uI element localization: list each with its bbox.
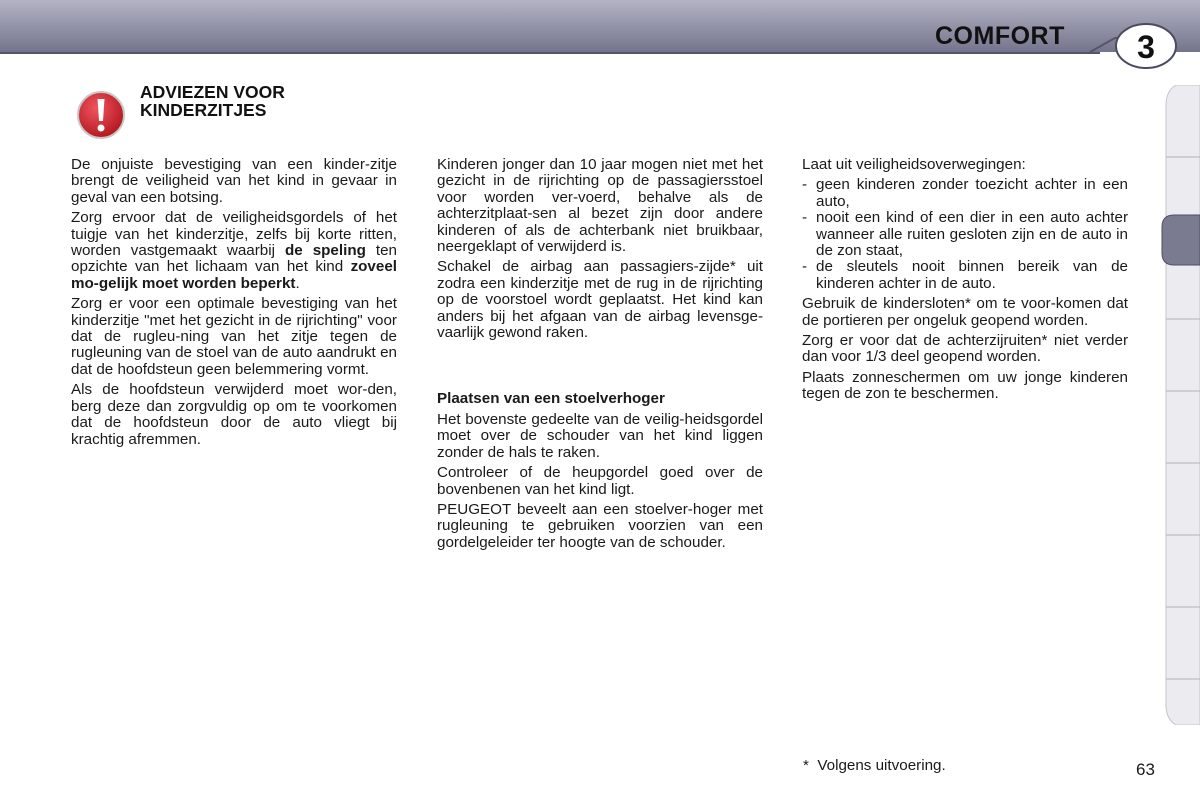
sub-heading: Plaatsen van een stoelverhoger xyxy=(437,390,665,408)
section-title: COMFORT xyxy=(935,22,1065,50)
page-number: 63 xyxy=(1136,760,1155,779)
list-item: - de sleutels nooit binnen bereik van de kinderen achter in de auto. xyxy=(802,259,1128,292)
paragraph: Het bovenste gedeelte van de veilig-heidsgordel moet over de schouder van het kind liggen zonder de hals te raken. xyxy=(437,410,763,461)
list-item: - nooit een kind of een dier in een auto achter wanneer alle ruiten gesloten zijn en de auto in de zon staat, xyxy=(802,210,1128,259)
paragraph: De onjuiste bevestiging van een kinder-zitje brengt de veiligheid van het kind in gevaar in geval van een botsing. xyxy=(71,156,397,206)
paragraph: PEUGEOT beveelt aan een stoelver-hoger met rugleuning te gebruiken voorzien van een gordelgeleider ter hoogte van de schouder. xyxy=(437,500,763,551)
paragraph: Plaats zonneschermen om uw jonge kinderen tegen de zon te beschermen. xyxy=(802,368,1128,403)
exclamation-circle-icon xyxy=(76,90,126,140)
dash-list xyxy=(802,177,1128,292)
bold-text: zoveel mo-gelijk moet worden beperkt xyxy=(71,258,397,292)
chapter-tabs xyxy=(1158,85,1200,725)
list-item: - geen kinderen zonder toezicht achter in een auto, xyxy=(802,177,1128,210)
text: ten opzichte van het lichaam van het kind xyxy=(71,242,397,276)
text: Zorg ervoor dat de veiligheidsgordels of het tuigje van het kinderzitje, zelfs bij korte ritten, worden vastgemaakt waarbij xyxy=(71,209,397,260)
text: . xyxy=(295,274,300,292)
paragraph: Controleer of de heupgordel goed over de bovenbenen van het kind ligt. xyxy=(437,464,763,498)
column-3 xyxy=(802,157,1128,407)
footnote: * Volgens uitvoering. xyxy=(803,757,946,774)
column-1 xyxy=(71,157,397,452)
paragraph xyxy=(71,210,397,292)
column-2 xyxy=(437,157,763,555)
heading-line-2: KINDERZITJES xyxy=(140,100,267,120)
paragraph: Gebruik de kindersloten* om te voor-komen dat de portieren per ongeluk geopend worden. xyxy=(802,295,1128,329)
page-header xyxy=(0,0,1200,70)
chapter-number: 3 xyxy=(1137,29,1155,65)
heading-line-1: ADVIEZEN VOOR xyxy=(140,82,285,102)
paragraph: Laat uit veiligheidsoverwegingen: xyxy=(802,156,1026,173)
bold-text: de speling xyxy=(285,242,366,260)
paragraph: Schakel de airbag aan passagiers-zijde* uit zodra een kinderzitje met de rug in de rijrichting op de voorstoel wordt geplaatst. Het kind kan anders bij het afgaan van de airbag levensge-vaarlijk gewond raken. xyxy=(437,258,763,342)
paragraph: Als de hoofdsteun verwijderd moet wor-den, berg deze dan zorgvuldig op om te voorkomen dat de hoofdsteun door de auto vliegt bij krachtig afremmen. xyxy=(71,381,397,448)
paragraph: Zorg er voor een optimale bevestiging van het kinderzitje "met het gezicht in de rijrichting" voor dat de rugleu-ning van het zitje tegen de rugleuning van de stoel van de auto aandrukt en dat de hoofdsteun geen belemmering vormt. xyxy=(71,295,397,378)
paragraph: Zorg er voor dat de achterzijruiten* niet verder dan voor 1/3 deel geopend worden. xyxy=(802,332,1128,366)
main-heading xyxy=(140,83,285,119)
paragraph: Kinderen jonger dan 10 jaar mogen niet met het gezicht in de rijrichting op de passagiersstoel voor worden ver-voerd, behalve als de achterzitplaat-sen al bezet zijn door andere kinderen of als de achterbank niet bruikbaar, neergeklapt of verwijderd is. xyxy=(437,156,763,256)
